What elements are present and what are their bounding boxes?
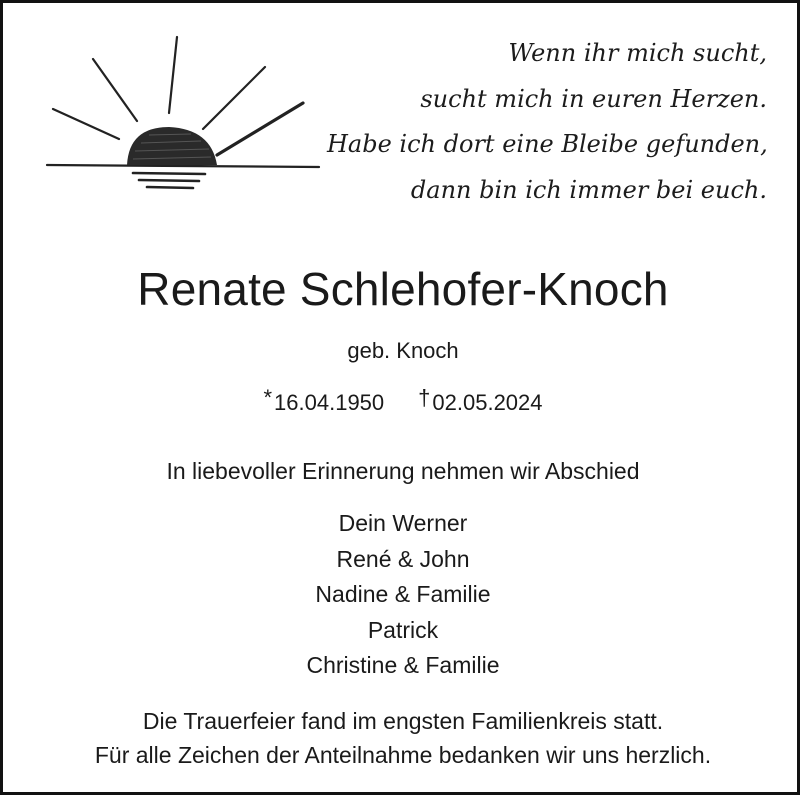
birth-star-icon: *	[263, 385, 273, 410]
mourner-name: Dein Werner	[338, 510, 468, 536]
mourner-name: Nadine & Familie	[315, 581, 491, 607]
life-dates	[3, 387, 800, 419]
mourner-name: Patrick	[367, 616, 439, 643]
sunset-icon	[41, 31, 331, 201]
farewell-text: In liebevoller Erinnerung nehmen wir Abschied	[166, 458, 640, 484]
poem-line: Habe ich dort eine Bleibe gefunden,	[327, 130, 768, 158]
poem-line: Wenn ihr mich sucht,	[508, 39, 767, 67]
mourners-list	[3, 506, 800, 684]
death-date: 02.05.2024	[432, 390, 543, 415]
deceased-name: Renate Schlehofer-Knoch	[137, 263, 669, 315]
poem-line: dann bin ich immer bei euch.	[410, 175, 767, 204]
closing-line: Die Trauerfeier fand im engsten Familienkreis statt.	[142, 708, 664, 734]
poem	[327, 31, 767, 213]
mourner-name: René & John	[336, 545, 470, 572]
birth-date: 16.04.1950	[274, 390, 385, 415]
cross-icon: †	[418, 385, 431, 410]
birth-name: geb. Knoch	[347, 338, 459, 363]
closing-line: Für alle Zeichen der Anteilnahme bedanken wir uns herzlich.	[94, 742, 712, 768]
poem-line: sucht mich in euren Herzen.	[420, 84, 767, 113]
closing-text	[3, 704, 800, 772]
mourner-name: Christine & Familie	[306, 652, 500, 678]
